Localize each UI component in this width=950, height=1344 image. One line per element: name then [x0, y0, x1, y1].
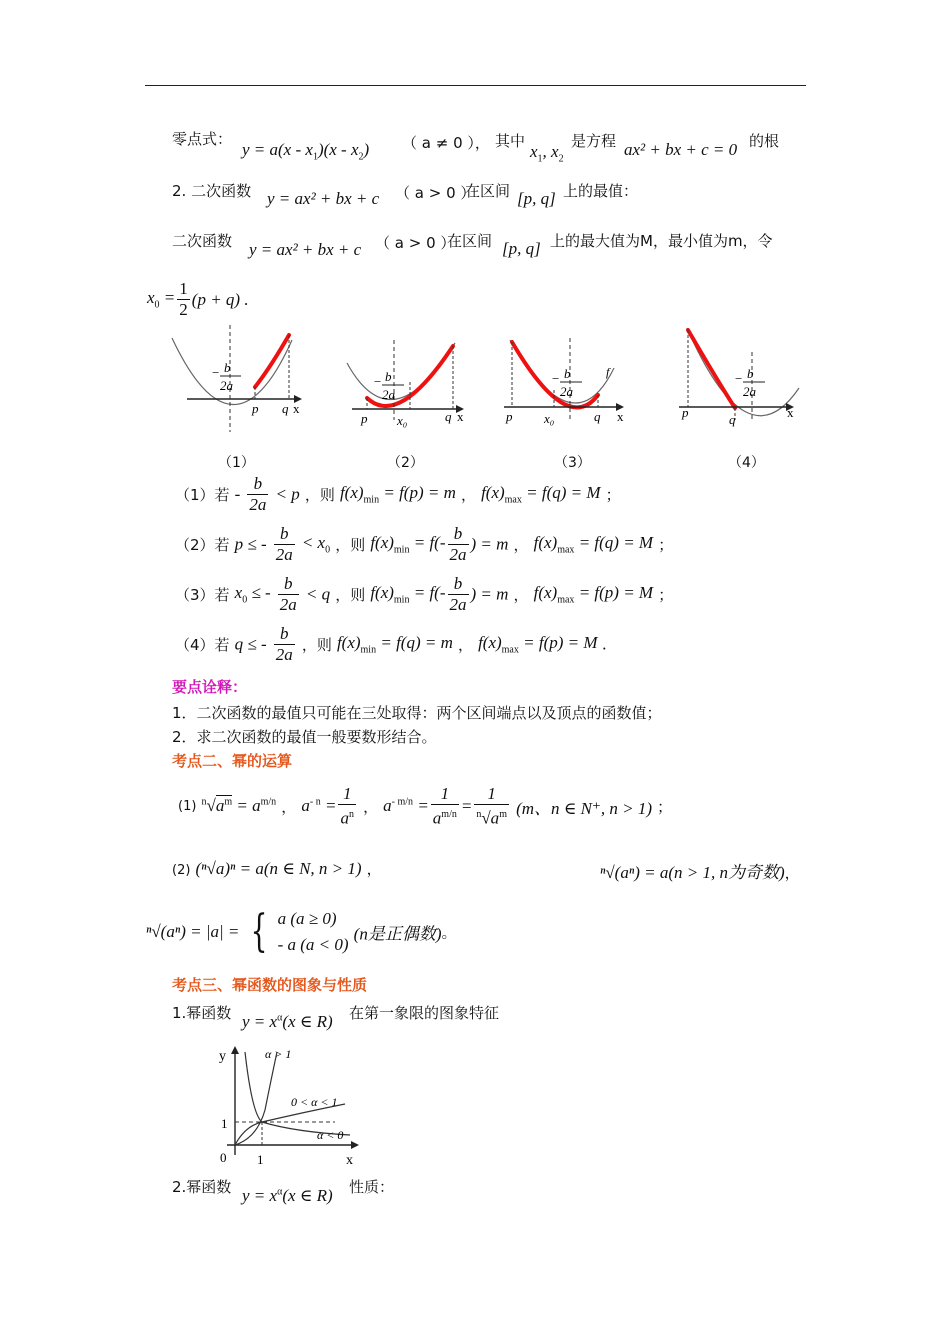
graph3-q: q	[594, 409, 601, 424]
case1-min: $f(x)_{min} = f(p) = m$	[339, 483, 456, 506]
graph-caption-1: （1）	[218, 455, 255, 471]
case4-max: $f(x)_{max} = f(p) = M$	[478, 633, 598, 656]
power-rule3-case1: a (a ≥ 0)	[277, 909, 337, 928]
graph1-minus: −	[212, 365, 220, 380]
zero-form-roots: $x_1$, $x_2$	[530, 142, 564, 165]
item2-mid: 在区间	[465, 182, 511, 200]
graph4-2a: 2a	[743, 384, 756, 399]
item2-desc-tail: 上的最大值为M，最小值为m，令	[550, 232, 773, 250]
power-graph-one-x: 1	[257, 1152, 264, 1167]
section2-title: 考点二、幂的运算	[172, 752, 293, 770]
graph3-f: f	[606, 365, 610, 379]
graph4-q: q	[729, 412, 736, 427]
graph1-q: q	[282, 401, 289, 416]
power-rule3-case2: - a (a < 0)	[277, 935, 349, 954]
power-function-graph	[205, 1040, 375, 1170]
case2-num: b	[274, 524, 295, 545]
graph2-minus: −	[374, 374, 382, 389]
zero-form-is-roots-of: 是方程	[571, 132, 617, 150]
case4-num: b	[274, 624, 295, 645]
graph2-x0: x₀	[397, 413, 408, 428]
case2-then: ，则	[335, 536, 366, 554]
graph-3	[504, 338, 624, 426]
graph-caption-4: （4）	[728, 455, 765, 471]
case2-den: 2a	[275, 545, 293, 564]
case4-then: ，则	[301, 636, 332, 654]
graph3-x0: x₀	[544, 411, 555, 426]
case3-tag: （3）若	[175, 586, 230, 604]
item2-desc-mid: 在区间	[447, 232, 493, 250]
power-rule1-cond: (m、n ∈ N⁺, n > 1)	[516, 798, 653, 818]
power-rule1-expr1: $^n√a^m = a^{m/n}$	[201, 796, 277, 816]
graph4-highlight	[688, 330, 735, 408]
power-rule2-end: ，	[784, 864, 800, 882]
graph3-x: x	[617, 409, 624, 424]
graph3-b: b	[564, 366, 571, 381]
case4-den: 2a	[275, 645, 293, 664]
graph4-p: p	[682, 405, 689, 420]
section3-title: 考点三、幂函数的图象与性质	[172, 976, 368, 994]
case1-end: ；	[605, 486, 621, 504]
zero-form-line	[172, 128, 232, 149]
graph-caption-3: （3）	[554, 455, 591, 471]
case1-cond-post: < p	[275, 484, 300, 504]
graph1-parabola	[172, 338, 292, 405]
zero-form-suffix: 的根	[749, 132, 780, 150]
power-fn1-func: $y = x^\alpha(x$ ∈ R)	[242, 1012, 333, 1031]
graph-1	[172, 325, 302, 432]
case1-cond-pre: -	[234, 484, 241, 504]
case3-den: 2a	[279, 595, 297, 614]
item2-cond: （ a > 0 ）	[395, 184, 476, 202]
graph1-2a: 2a	[220, 378, 233, 393]
power-rule2-tag: (2)	[172, 863, 191, 878]
case2-end: ；	[658, 536, 674, 554]
power-rule1-expr3: $a^{- m/n}$ =	[383, 796, 429, 816]
graph1-x: x	[293, 401, 300, 416]
case4-min: $f(x)_{min} = f(q) = m$	[336, 633, 453, 656]
item2-tail: 上的最值：	[563, 182, 639, 200]
graph-caption-2: （2）	[387, 455, 424, 471]
power-rule-2	[172, 858, 382, 879]
graph1-b: b	[224, 360, 231, 375]
item2-desc-interval: [p, q]	[502, 239, 541, 258]
item2-desc-cond: （ a > 0 ）	[375, 234, 456, 252]
power-graph-one-y: 1	[221, 1116, 228, 1131]
power-rule1-end: ；	[657, 797, 673, 816]
power-rule3-lhs: ⁿ√(aⁿ) = |a| =	[146, 922, 240, 941]
case1-then: ，则	[304, 486, 335, 504]
key-point-1: 1．二次函数的最值只可能在三处取得：两个区间端点以及顶点的函数值；	[172, 704, 662, 722]
key-point-2: 2．求二次函数的最值一般要数形结合。	[172, 728, 437, 746]
case3-min: $f(x)_{min} = f(-$	[370, 583, 446, 606]
power-rule1-expr2: $a^{- n}$ =	[301, 796, 337, 816]
case2-cond-post: < $x_0$	[301, 533, 331, 556]
case3-num: b	[278, 574, 299, 595]
vertex-position-graphs	[162, 320, 822, 450]
power-graph-origin: 0	[220, 1150, 227, 1165]
label-alpha-lt0: α < 0	[317, 1128, 344, 1142]
zero-form-where: 其中	[495, 132, 526, 150]
power-fn2-lead: 2.幂函数	[172, 1178, 232, 1196]
graph3-2a: 2a	[560, 384, 573, 399]
graph3-p: p	[506, 409, 513, 424]
case2-max: $f(x)_{max} = f(q) = M$	[533, 533, 654, 556]
case3-cond-post: < q	[305, 584, 331, 604]
item2-func: y = ax² + bx + c	[267, 189, 380, 208]
power-fn2-tail: 性质：	[349, 1178, 395, 1196]
graph2-q: q	[445, 409, 452, 424]
case2-cond-pre: p ≤ -	[234, 534, 267, 554]
power-graph-x: x	[346, 1153, 353, 1168]
graph-2	[347, 340, 464, 428]
graph4-b: b	[747, 366, 754, 381]
power-fn1-lead: 1.幂函数	[172, 1004, 232, 1022]
graph1-highlight	[255, 335, 289, 387]
case4-end: .	[602, 634, 607, 654]
curve-alpha-gt1	[235, 1052, 277, 1145]
zero-form-cond: （ a ≠ 0 ），	[402, 134, 490, 152]
x0-rhs: (p + q) .	[191, 289, 249, 309]
power-rule2-expr2: ⁿ√(aⁿ) = a(n > 1, n为奇数)	[600, 863, 785, 882]
graph4-parabola	[687, 328, 799, 416]
case1-max: $f(x)_{max} = f(q) = M$	[481, 483, 601, 506]
case4-cond-pre: q ≤ -	[234, 634, 267, 654]
case2-min: $f(x)_{min} = f(-$	[370, 533, 446, 556]
case-1: （1）若 - $\frac{b}{2a}$ < p ，则 $f(x)_{min} = f(p) = m$ ， $f(x)_{max} = f(q) = M$ ；	[175, 474, 621, 514]
case4-tag: （4）若	[175, 636, 230, 654]
x0-den: 2	[179, 300, 188, 319]
key-points-title: 要点诠释：	[172, 678, 248, 696]
case2-tag: （2）若	[175, 536, 230, 554]
case1-num: b	[247, 474, 268, 495]
zero-form-label: 零点式：	[172, 130, 233, 148]
power-rule-2b	[600, 858, 800, 883]
power-rule-3: ⁿ√(aⁿ) = |a| = { a (a ≥ 0) - a (a < 0) (n是正偶数)。	[146, 906, 457, 957]
graph2-2a: 2a	[382, 387, 395, 402]
power-rule2-sep: ，	[366, 860, 382, 878]
item2-desc-func: y = ax² + bx + c	[249, 240, 362, 259]
label-alpha-mid: 0 < α < 1	[291, 1095, 338, 1109]
case-3: （3）若 $x_0$ ≤ - $\frac{b}{2a}$ < q ，则 $f(x)_{min} = f(-$ $\frac{b}{2a}$ ) = m ， $f(x)_{max} = f(p) = M$ ；	[175, 574, 674, 614]
case3-cond-pre: $x_0$ ≤ -	[234, 583, 271, 606]
label-alpha-gt1: α > 1	[265, 1047, 292, 1061]
item2-desc-lead: 二次函数	[172, 232, 233, 250]
x0-num: 1	[179, 279, 188, 298]
graph2-p: p	[361, 411, 368, 426]
case3-then: ，则	[335, 586, 366, 604]
case1-tag: （1）若	[175, 486, 230, 504]
power-rule-1: (1) $^n√a^m = a^{m/n}$ ， $a^{- n}$ = $\frac{1}{a^n}$ ， $a^{- m/n}$ = $\frac{1}{a^{m/n}}$ = $\frac{1}{^n√a^m}$ (m、n ∈ N⁺, n > 1) ；	[178, 784, 673, 828]
item2-lead: 2. 二次函数	[172, 182, 252, 200]
power-rule1-tag: (1)	[178, 798, 197, 814]
zero-form-equation: ax² + bx + c = 0	[624, 140, 738, 159]
graph3-minus: −	[552, 371, 560, 386]
graph2-parabola	[347, 343, 455, 400]
graph2-x: x	[457, 409, 464, 424]
header-rule	[145, 85, 806, 86]
power-rule2-expr1: (ⁿ√a)ⁿ = a(n ∈ N, n > 1)	[195, 859, 362, 878]
zero-form-formula: $y = a(x - x_1)(x - x_2)$	[242, 140, 370, 163]
graph2-b: b	[385, 369, 392, 384]
case-2: （2）若 p ≤ - $\frac{b}{2a}$ < $x_0$ ，则 $f(x)_{min} = f(-$ $\frac{b}{2a}$ ) = m ， $f(x)_{max} = f(q) = M$ ；	[175, 524, 674, 564]
case1-den: 2a	[249, 495, 267, 514]
power-fn1-tail: 在第一象限的图象特征	[349, 1004, 500, 1022]
power-fn2-func: $y = x^\alpha(x$ ∈ R)	[242, 1186, 333, 1205]
graph-4	[679, 328, 799, 427]
power-rule3-end: 。	[441, 923, 457, 942]
item2-interval: [p, q]	[517, 189, 556, 208]
x0-definition: $x_0$ = $\frac{1}{2}$ (p + q) .	[147, 279, 249, 319]
case3-max: $f(x)_{max} = f(p) = M$	[533, 583, 654, 606]
case-4: （4）若 q ≤ - $\frac{b}{2a}$ ，则 $f(x)_{min} = f(q) = m$ ， $f(x)_{max} = f(p) = M$ .	[175, 624, 607, 664]
graph4-minus: −	[735, 371, 743, 386]
power-graph-y: y	[219, 1049, 226, 1064]
graph4-x: x	[787, 405, 794, 420]
case3-end: ；	[658, 586, 674, 604]
power-rule3-cond: (n是正偶数)	[353, 924, 442, 944]
graph1-p: p	[252, 401, 259, 416]
